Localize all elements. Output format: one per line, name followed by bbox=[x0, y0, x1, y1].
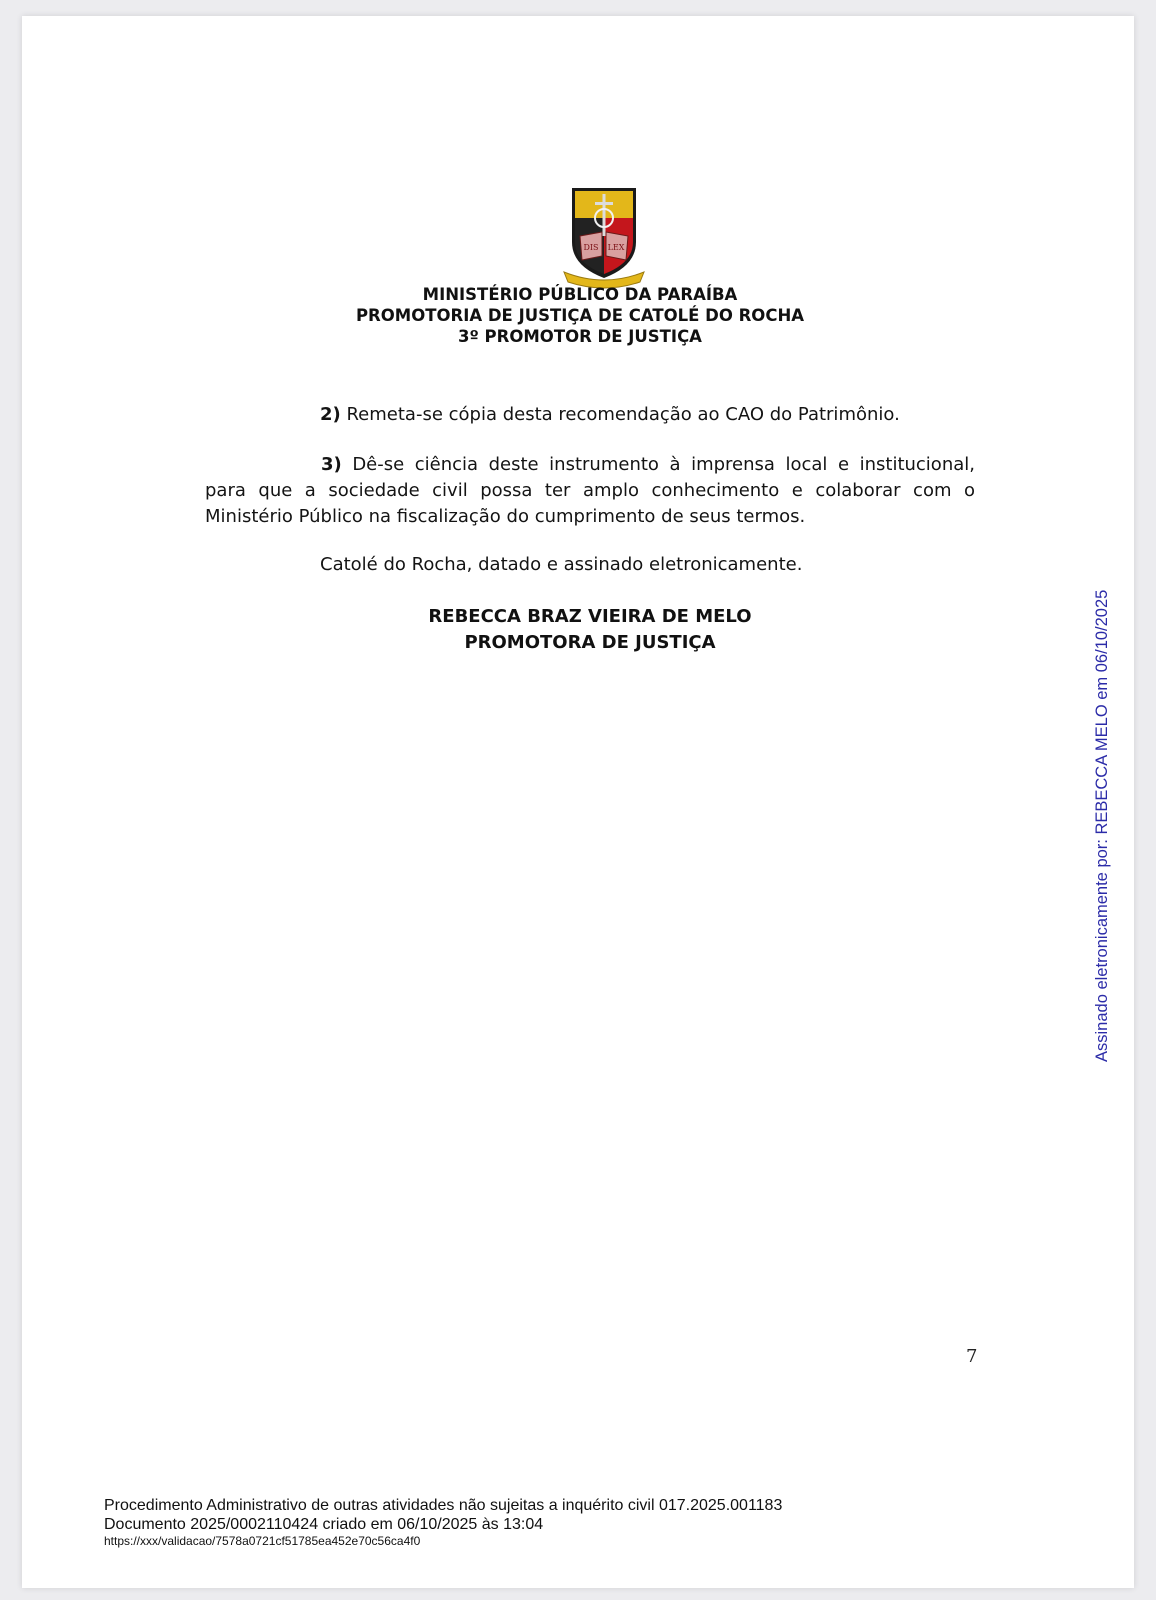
item-2-number: 2) bbox=[320, 404, 341, 425]
footer-document-id: Documento 2025/0002110424 criado em 06/10/2025 às 13:04 bbox=[104, 1516, 544, 1533]
footer-procedure: Procedimento Administrativo de outras atividades não sujeitas a inquérito civil 017.2025.001183 bbox=[104, 1497, 783, 1514]
emblem-book-right-text: LEX bbox=[607, 243, 625, 252]
header-office: PROMOTORIA DE JUSTIÇA DE CATOLÉ DO ROCHA bbox=[355, 306, 805, 325]
paragraph-item-2 bbox=[320, 402, 1020, 428]
item-3-text: Dê-se ciência deste instrumento à imprensa local e institucional, para que a sociedade civil possa ter amplo conhecimento e colaborar com o Ministério Público na fiscalização do cumprimento de seus termos. bbox=[205, 454, 975, 527]
signer-name: REBECCA BRAZ VIEIRA DE MELO bbox=[428, 606, 752, 627]
signer-role: PROMOTORA DE JUSTIÇA bbox=[464, 632, 716, 653]
page-number: 7 bbox=[966, 1346, 978, 1367]
item-2-text: Remeta-se cópia desta recomendação ao CAO do Patrimônio. bbox=[340, 404, 900, 425]
signature-block bbox=[0, 604, 1156, 656]
emblem-book-left-text: DIS bbox=[583, 243, 599, 252]
place-date-line: Catolé do Rocha, datado e assinado eletronicamente. bbox=[320, 554, 803, 575]
document-header bbox=[0, 284, 1156, 347]
header-institution: MINISTÉRIO PÚBLICO DA PARAÍBA bbox=[422, 285, 738, 304]
item-3-number: 3) bbox=[321, 454, 342, 475]
header-position: 3º PROMOTOR DE JUSTIÇA bbox=[458, 327, 702, 346]
document-footer bbox=[104, 1496, 782, 1549]
ministerio-publico-emblem-icon bbox=[558, 184, 650, 290]
footer-validation-link[interactable]: https://xxx/validacao/7578a0721cf51785ea452e70c56ca4f0 bbox=[104, 1534, 421, 1548]
electronic-signature-stamp: Assinado eletronicamente por: REBECCA MELO em 06/10/2025 bbox=[1093, 589, 1111, 1062]
paragraph-item-3 bbox=[205, 452, 975, 530]
